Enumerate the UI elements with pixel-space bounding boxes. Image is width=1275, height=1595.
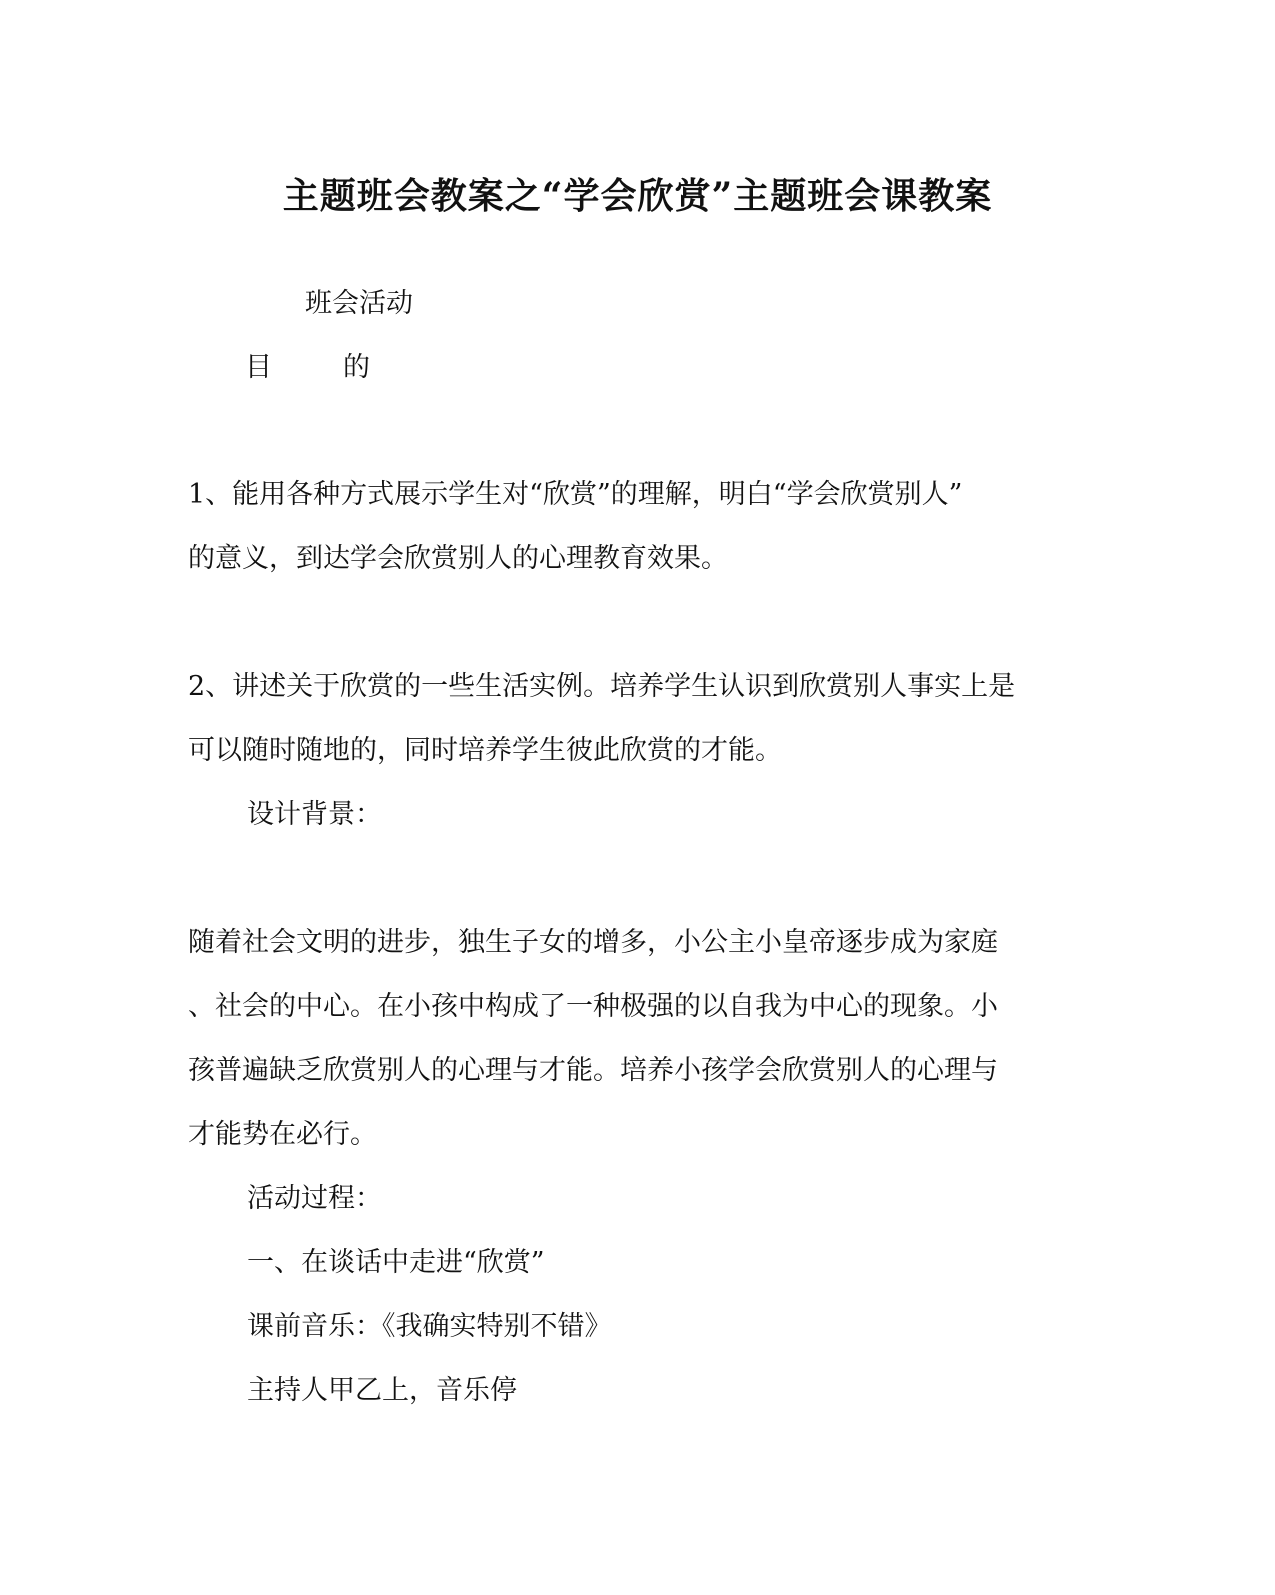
- document-title: 主题班会教案之“学会欣赏”主题班会课教案: [282, 175, 993, 217]
- paragraph-line: 可以随时随地的，同时培养学生彼此欣赏的才能。: [188, 735, 782, 766]
- subheading-step-one: 一、在谈话中走进“欣赏”: [247, 1247, 545, 1278]
- paragraph-line: 才能势在必行。: [188, 1119, 377, 1150]
- paragraph-line: 、社会的中心。在小孩中构成了一种极强的以自我为中心的现象。小: [188, 991, 998, 1022]
- paragraph-line: 随着社会文明的进步，独生子女的增多，小公主小皇帝逐步成为家庭: [188, 927, 998, 958]
- paragraph-line: 1、能用各种方式展示学生对“欣赏”的理解，明白“学会欣赏别人”: [188, 479, 963, 510]
- heading-purpose-char-1: 目: [245, 352, 272, 383]
- section-heading-activity-process: 活动过程：: [247, 1183, 382, 1214]
- paragraph-line: 课前音乐：《我确实特别不错》: [247, 1311, 612, 1342]
- heading-purpose-char-2: 的: [343, 352, 370, 383]
- section-heading-class-activity: 班会活动: [305, 288, 413, 319]
- section-heading-design-background: 设计背景：: [247, 799, 382, 830]
- paragraph-line: 孩普遍缺乏欣赏别人的心理与才能。培养小孩学会欣赏别人的心理与: [188, 1055, 998, 1086]
- paragraph-line: 的意义，到达学会欣赏别人的心理教育效果。: [188, 543, 728, 574]
- paragraph-line: 2、讲述关于欣赏的一些生活实例。培养学生认识到欣赏别人事实上是: [188, 671, 1016, 702]
- paragraph-line: 主持人甲乙上，音乐停: [247, 1375, 517, 1406]
